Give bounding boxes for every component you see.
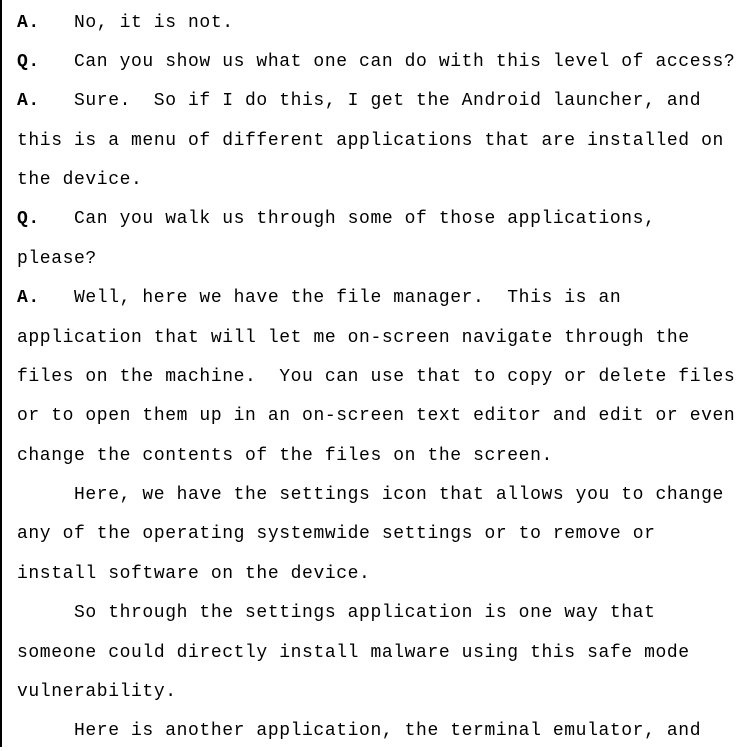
line-text: any of the operating systemwide settings or to remove or [17,524,656,544]
transcript-line [17,555,736,594]
transcript-line [17,476,736,515]
transcript-line [17,122,736,161]
line-text: install software on the device. [17,564,371,584]
transcript-line [17,515,736,554]
line-text: Here, we have the settings icon that allows you to change [74,485,724,505]
transcript-line [17,240,736,279]
transcript-line [17,200,736,239]
line-text: the device. [17,170,143,190]
line-text: this is a menu of different applications that are installed on [17,131,724,151]
line-text: please? [17,249,97,269]
line-text: Can you walk us through some of those applications, [74,209,656,229]
line-text: Well, here we have the file manager. This is an [74,288,622,308]
transcript-line [17,437,736,476]
transcript-line [17,358,736,397]
transcript-line [17,319,736,358]
line-text: Sure. So if I do this, I get the Android launcher, and [74,91,702,111]
speaker-label: A. [17,91,40,111]
line-text: vulnerability. [17,682,177,702]
speaker-label: A. [17,288,40,308]
transcript-line [17,712,736,751]
line-text: change the contents of the files on the screen. [17,446,553,466]
line-text: Can you show us what one can do with this level of access? [74,52,736,72]
speaker-label: Q. [17,52,40,72]
transcript-line [17,43,736,82]
transcript-line [17,673,736,712]
line-text: So through the settings application is one way that [74,603,656,623]
speaker-label: A. [17,13,40,33]
speaker-label: Q. [17,209,40,229]
transcript-line [17,634,736,673]
transcript-line [17,161,736,200]
transcript-line [17,397,736,436]
transcript-line [17,4,736,43]
line-text: Here is another application, the terminal emulator, and [74,721,702,741]
transcript-line [17,279,736,318]
line-text: someone could directly install malware using this safe mode [17,643,690,663]
line-text: application that will let me on-screen navigate through the [17,328,690,348]
line-text: No, it is not. [74,13,234,33]
line-text: files on the machine. You can use that to copy or delete files [17,367,736,387]
transcript-line [17,594,736,633]
transcript-line [17,82,736,121]
line-text: or to open them up in an on-screen text editor and edit or even [17,406,736,426]
